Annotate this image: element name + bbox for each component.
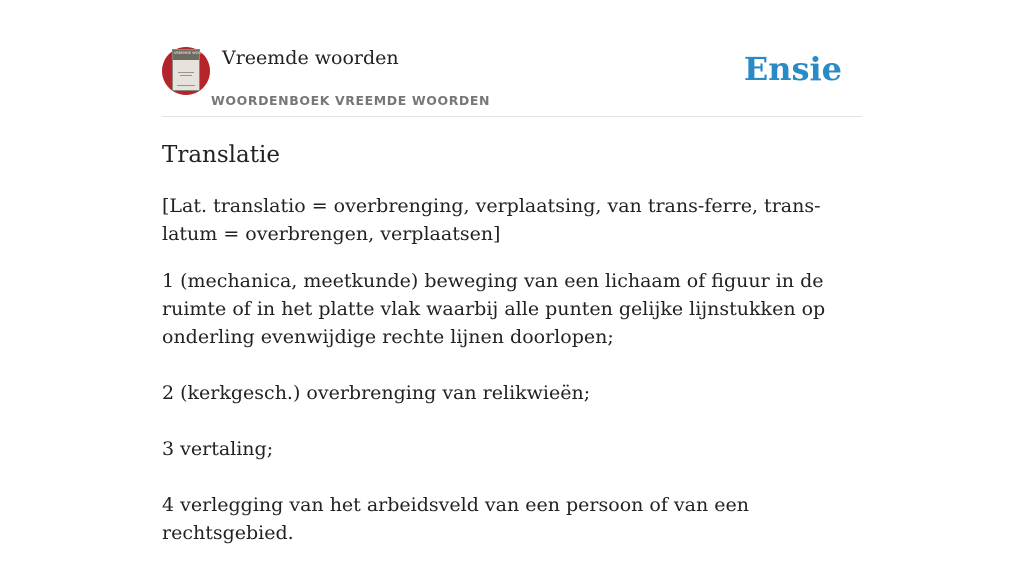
site-subtitle: WOORDENBOEK VREEMDE WOORDEN — [211, 93, 491, 108]
entry-term: Translatie — [162, 142, 280, 168]
book-cover-line — [178, 72, 194, 73]
book-avatar[interactable] — [162, 47, 210, 95]
site-title[interactable]: Vreemde woorden — [222, 47, 399, 69]
sense-item: 1 (mechanica, meetkunde) beweging van een lichaam of figuur in de ruimte of in het platte vlak waarbij alle punten gelijke lijnstukken op onderling evenwijdige rechte lijnen doorlopen; — [162, 270, 826, 348]
book-cover-title: VREEMDE WOORDEN — [174, 51, 212, 55]
book-cover-band — [173, 50, 212, 60]
book-cover-image — [172, 49, 212, 91]
sense-item: 2 (kerkgesch.) overbrenging van relikwieën; — [162, 382, 591, 404]
sense-item: 3 vertaling; — [162, 438, 274, 460]
site-header — [162, 0, 862, 117]
ensie-logo-link[interactable]: Ensie — [743, 50, 842, 88]
entry-senses — [162, 267, 862, 575]
sense-item: 4 verlegging van het arbeidsveld van een persoon of van een rechtsgebied. — [162, 494, 749, 544]
entry-etymology: [Lat. translatio = overbrenging, verplaatsing, van trans-ferre, trans-latum = overbrengen, verplaatsen] — [162, 195, 821, 245]
page — [162, 0, 862, 544]
book-cover-line — [177, 85, 195, 86]
book-cover-line — [180, 75, 192, 76]
